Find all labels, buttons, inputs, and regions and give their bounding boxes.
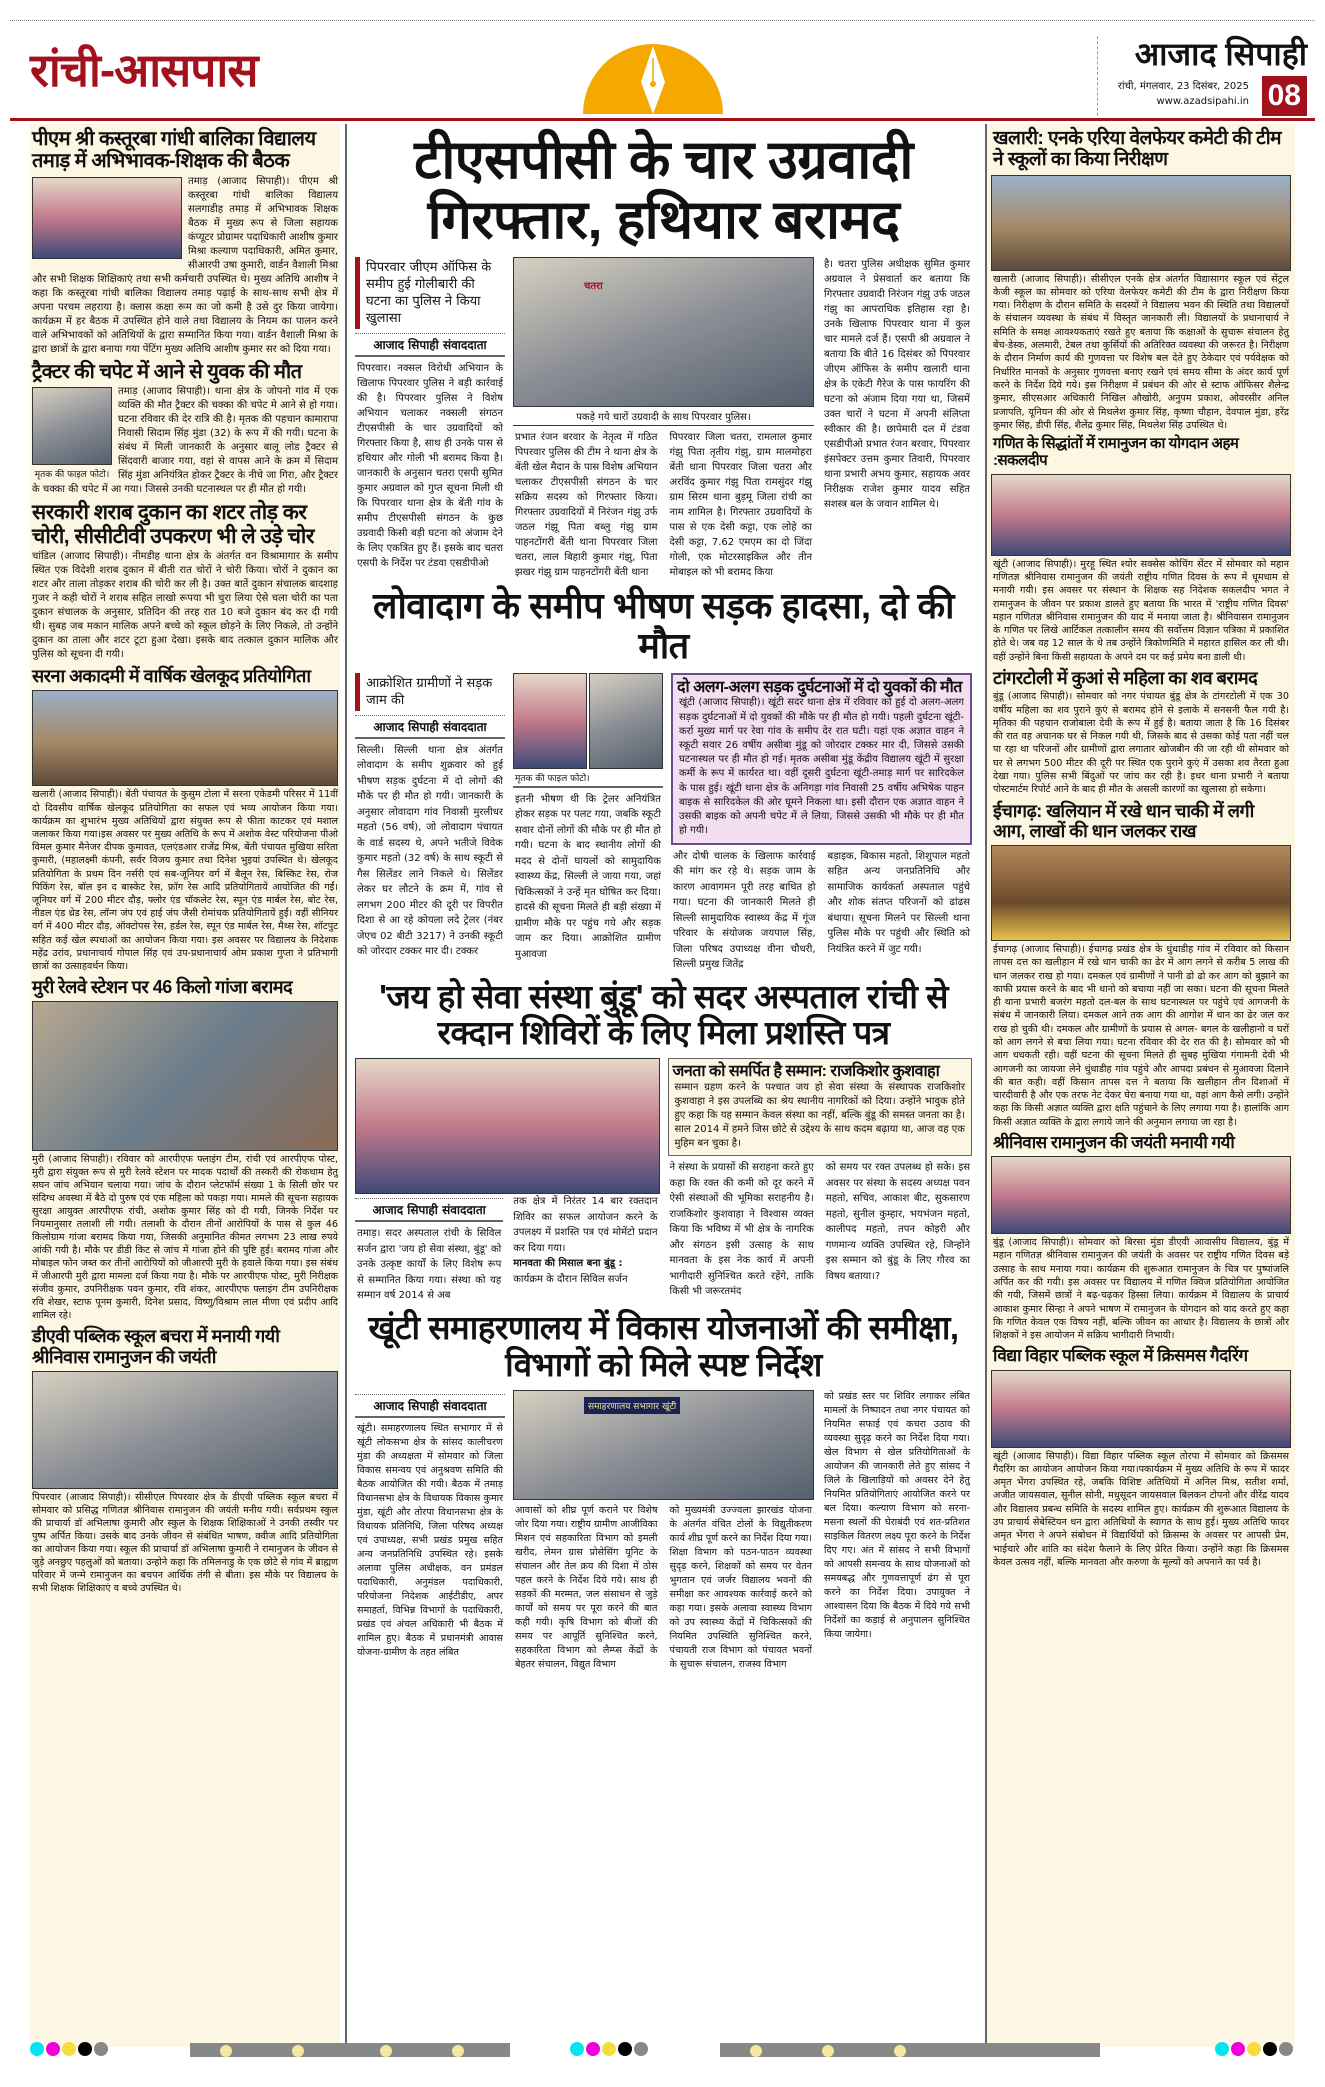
- magenta-swatch: [46, 2042, 60, 2056]
- photo-deceased-2: [589, 673, 663, 769]
- masthead: [10, 36, 1315, 118]
- right-half: [668, 1058, 973, 1304]
- headline: डीएवी पब्लिक स्कूल बचरा में मनायी गयी श्रीनिवास रामानुजन की जयंती: [32, 1326, 280, 1367]
- article-body: बड़ाइक, बिकास महतो, शिशुपाल महतो सहित अन्य जनप्रतिनिधि और सामाजिक कार्यकर्ता अस्पताल पहुंचे और शोक संतप्त परिजनों को ढांढस बंधाया। सूचना मिलने पर सिल्ली थाना पुलिस मौके पर पहुंची और स्थिति को नियंत्रित करने में जुट गयी।: [827, 850, 970, 955]
- article-ichagarh-fire: [991, 797, 1291, 1129]
- subheadline: पिपरवार जीएम ऑफिस के समीप हुई गोलीबारी की घटना का पुलिस ने किया खुलासा: [355, 257, 505, 329]
- photo-seized-ganja: [32, 1001, 338, 1151]
- color-swatches-mid: [570, 2041, 650, 2060]
- article-christmas-gathering: [991, 1342, 1291, 1569]
- article-body: खलारी (आजाद सिपाही)। बेंती पंचायत के कुसुम टोला में सरना एकेडमी परिसर में 11वीं दो दिवसीय वार्षिक खेलकूद प्रतियोगिता का सफल एवं भव्य आयोजन किया गया। कार्यक्रम का शुभारंभ मुख्य अतिथियों द्वारा संयुक्त रूप से फीता काटकर एवं मशाल जलाकर किया गया।इस अवसर पर मुख्य अतिथि के रूप में अशोक वेस्ट परियोजना पीओ विमल कुमार मैनेजर दीपक कुमावत, एलएंडआर राजेंद्र मिश्र, बेंती पंचायत मुखिया सरिता कुमारी, (महालक्ष्मी कंपनी, सर्वर विजय कुमार तथा दिनेश भुइयां उपस्थित थे। खेलकूद प्रतियोगिता के प्रथम दिन नर्सरी एवं सब-जूनियर वर्ग में बैलून रेस, बिस्किट रेस, रोज पिकिंग रेस, बॉल इन द बास्केट रेस, फ्रॉग रेस आदि प्रतियोगितायें आयोजित की गईं। जूनियर वर्ग में 200 मीटर दौड़, फ्लोर एंड चॉकलेट रेस, स्पून एंड मार्बल रेस, बोट रेस, नीडल एंड थ्रेड रेस, लॉन्ग जंप एवं हाई जंप जैसी रोमांचक प्रतियोगितायें हुईं। वहीं सीनियर वर्ग में 400 मीटर दौड़, ऑक्टोपस रेस, हर्डल रेस, स्पून एंड मार्बल रेस, मैथ्स रेस, शॉटपुट सहित कई खेल स्पधाओं का आयोजन किया गया। इस अवसर पर विद्यालय के निदेशक महेंद्र उरांव, प्रधानाचार्य गोपाल सिंह एवं उप-प्रधानाचार्य ओम प्रकाश गुप्ता ने प्रतिभागी छात्रों का उत्साहवर्धन किया।: [32, 789, 338, 972]
- article-body: पिपरवार। नक्सल विरोधी अभियान के खिलाफ पिपरवार पुलिस ने बड़ी कार्रवाई की है। पिपरवार पुलिस ने विशेष अभियान चलाकर नक्सली संगठन टीएसपीसी के चार उग्रवादियों को गिरफ्तार किया है, साथ ही उनके पास से हथियार और गोली भी बरामद किया है। जानकारी के अनुसान चतरा एसपी सुमित कुमार अग्रवाल को गुप्त सूचना मिली थी कि पिपरवार थाना क्षेत्र के बेंती गांव के समीप टीएसपीसी संगठन के कुछ उग्रवादी किसी बड़ी घटना को अंजाम देने के लिए एकत्रित हुए हैं। इसके बाद चतरा एसपी के निर्देश पर टंडवा एसडीपीओ: [357, 362, 503, 569]
- black-swatch: [78, 2042, 92, 2056]
- yellow-swatch: [62, 2042, 76, 2056]
- photo-school-girls: [32, 177, 182, 259]
- article-body: खूंटी (आजाद सिपाही)। विद्या विहार पब्लिक स्कूल तोरपा में सोमवार को क्रिसमस गैदरिंग का आयोजन आयोजन किया गया।पकार्यक्रम में मुख्य अतिथि के रूप में फादर अमृत भेंगरा उपस्थित रहे, जबकि विशिष्ट अतिथियों में अनिल मिश्र, सतीश शर्मा, अजीत जायसवाल, सुनील सोनी, मधुसूदन जायसवाल बिलकन टोपनो और वीरेंद्र यादव और विद्यालय प्रबन्ध समिति के सदस्य शामिल हुए। कार्यक्रम की शुरूआत विद्यालय के उप प्राचार्य सेबेस्टियन धन द्वारा अतिथियों के स्वागत के साथ हुई। मुख्य अतिथि फादर अमृत भेंगरा ने अपने संबोधन में विद्यार्थियों को क्रिसम्स के अवसर पर आपसी प्रेम, भाईचारे और शांति का संदेश फैलाने के लिए प्रेरित किया। उन्होंने कहा कि क्रिसमस केवल उत्सव नहीं, बल्कि मानवता और करुणा के मूल्यों को अपनाने का पर्व है।: [993, 1450, 1289, 1568]
- article-body: पिपरवार (आजाद सिपाही)। सीसीएल पिपरवार क्षेत्र के डीएवी पब्लिक स्कूल बचरा में सोमवार को प्रसिद्ध गणितज्ञ श्रीनिवास रामानुजन की जयंती मनीय गयी। सर्वप्रथम स्कुल की प्राचार्या डॉ अभिलाषा कुमारी और स्कुल के शिक्षक शिक्षिकाओं ने उनकी तस्वीर पर पुष्प अर्पित किया। उसके बाद उनके जीवन से संबंधित भाषण, क्वीज आदि प्रतियोगिता का आयोजन किया गया। स्कूल की प्राचार्या डॉ अभिलाषा कुमारी ने रामानुजन के जीवन से जुड़े अनछुए पहलुओं को बताया। उन्होने कहा कि तमिलनाडु के एक छोटे से गांव में ब्राह्मण परिवार में जन्मे रामानुजन का बचपन आर्थिक तंगी से बीता। इस मौके पर विद्यालय के सभी शिक्षक शिक्षिकाएं व बच्चे उपस्थित थे।: [32, 1491, 338, 1594]
- photo-sign-text: चतरा: [584, 280, 603, 292]
- print-marks: [30, 2041, 1295, 2059]
- article-body: तमाड़ (आजाद सिपाही)। पीएम श्री कस्तूरबा गांधी बालिका विद्यालय सलगाडीह तमाड़ में अभिभावक शिक्षक बैठक में मुख्य रूप से जिला सहायक कंप्यूटर प्रोग्रामर पदाधिकारी आशीष कुमार मिश्रा कल्याण पदाधिकारी, अमित कुमार, सीआरपी उषा कुमारी, वार्डन वैशाली मिश्रा और सभी शिक्षक शिक्षिकाएं तथा सभी कर्मचारी उपस्थित थे। मुख्य अतिथि आशीष ने कहा कि कस्तूरबा गांधी बालिका विद्यालय तमाड़ पढ़ाई के साथ-साथ सभी क्षेत्र में अपना परचम लहराया है। क्लास कक्षा रूम का जो कमी है उसे दुर किया जायेगा। कार्यक्रम में हर बैठक में उपस्थित होने वाले तथा विद्यालय के नियम का पालन करने वाले अभिभावकों को अतिथियों के द्वारा सम्मानित किया गया। वार्डन वैशाली मिश्रा के द्वारा छात्रों के द्वारा बनाया गया पेंटिंग मुख्य अतिथि आशीष कुमार सर को दिया गया।: [32, 175, 338, 355]
- registration-bar-right: [720, 2043, 1100, 2057]
- headline: सरना अकादमी में वार्षिक खेलकूद प्रतियोगिता: [32, 666, 311, 687]
- col-3: [671, 673, 972, 973]
- lead-headline: टीएसपीसी के चार उग्रवादी गिरफ्तार, हथियार बरामद: [414, 130, 913, 251]
- article-body: ईचागढ़ (आजाद सिपाही)। ईचागढ़ प्रखंड क्षेत्र के धुंधाडीह गांव में रविवार को किसान तापस दत्त का खलीहान में रखे धान चाकी का ढेर में आग लगने से करीब 5 लाख की धान जलकर राख हो गया। दमकल एवं ग्रामीणों ने पानी ढो ढो कर आग को बुझाने का काफी प्रयास करने के बाद भी धानो को बचाया नहीं जा सका। घटना की सूचना मिलते ही थाना प्रभारी बजरंग महतो दल-बल के साथ घटनास्थल पर पहुंचे एवं आगजनी के संबंध में जानकारी लिया। दमकल आने तक आग की आगोश में धान का ढेर जल कर राख हो चुकी थी। दमकल और ग्रामीणों के प्रयास से अगल- बगल के खलीहानो व घरों को आग लगने से बचा लिया गया। घटना रविवार की देर रात की है। सोमवार को भी आग धधकती रही। वहीं घटना की सूचना मिलते ही सुबह मुखिया गंगामनी देवी भी आगजनी का जायजा लेने धुंधाडीह गांव पहुंचे और आपदा प्रबंधन से मुआवजा दिलाने की बात कही। वहीं किसान तापस दत्त ने बताया कि खलीहान तीन दिशाओं में चारदीवारी है और एक तरफ नेट देकर घेरा बनाया गया था, वहां आग कैसे लगी। उन्होंने कहा कि किसी अज्ञात व्यक्ति द्वारा क्षति पहुंचाने के लिए लगाया गया है। हालांकि आग किसी अज्ञात व्यक्ति के द्वारा लगाये जाने की अनुमान लगाया जा रहा है।: [993, 943, 1289, 1128]
- article-body: तमाड़। सदर अस्पताल रांची के सिविल सर्जन द्वारा 'जय हो सेवा संस्था, बुंडू' को उनके उत्कृष्ट कार्यों के लिए विशेष रूप से सम्मानित किया गया। संस्था को यह सम्मान वर्ष 2014 से अब: [357, 1228, 502, 1302]
- col-1: [355, 257, 505, 580]
- photo-bundu-school: [991, 1156, 1291, 1234]
- article-body: और दोषी चालक के खिलाफ कार्रवाई की मांग कर रहे थे। सड़क जाम के कारण आवागमन पूरी तरह बाधित हो गया। घटना की जानकारी मिलते ही सिल्ली सामुदायिक स्वास्थ्य केंद्र में गूंज परिवार के संयोजक जयपाल सिंह, जिला परिषद उपाध्यक्ष वीना चौधरी, सिल्ली प्रमुख जितेंद्र: [673, 850, 816, 970]
- article-tangartoli-body: [991, 664, 1291, 797]
- byline: आजाद सिपाही संवाददाता: [355, 333, 505, 357]
- photo-sign-text: समाहरणालय सभागार खूंटी: [584, 1397, 680, 1414]
- article-body: इतनी भीषण थी कि ट्रेलर अनियंत्रित होकर सड़क पर पलट गया, जबकि स्कूटी सवार दोनों लोगों की मौके पर ही मौत हो गयी। घटना के बाद स्थानीय लोगों की मदद से दोनों घायलों को सामुदायिक स्वास्थ्य केंद्र, सिल्ली ले जाया गया, जहां चिकित्सकों ने उन्हें मृत घोषित कर दिया। हादसे की सूचना मिलते ही बड़ी संख्या में ग्रामीण मौके पर पहुंच गये और सड़क जाम कर दिया। आक्रोशित ग्रामीण मुआवजा: [515, 793, 661, 960]
- byline: आजाद सिपाही संवाददाता: [355, 715, 505, 739]
- subheadline: आक्रोशित ग्रामीणों ने सड़क जाम की: [355, 673, 505, 711]
- photo-caption: मृतक की फाइल फोटो।: [513, 769, 663, 788]
- photo-ribbon-cutting: [32, 690, 338, 786]
- photo-arrested-militants: [513, 257, 814, 407]
- kushwaha-box: [668, 1058, 973, 1156]
- article-muri-ganja: [30, 973, 340, 1322]
- headline: ईचागढ़: खलियान में रखे धान चाकी में लगी आग, लाखों की धान जलकर राख: [993, 800, 1254, 841]
- section-title: रांची-आसपास: [30, 44, 258, 96]
- article-tractor-death: [30, 357, 340, 497]
- headline: विद्या विहार पब्लिक स्कूल में क्रिसमस गैदरिंग: [993, 1346, 1248, 1366]
- headline: पीएम श्री कस्तूरबा गांधी बालिका विद्यालय तमाड़ में अभिभावक-शिक्षक की बैठक: [32, 128, 316, 173]
- photo-inspection-team: [991, 175, 1291, 271]
- registration-bar-mid-left: [350, 2043, 510, 2057]
- black-swatch: [618, 2042, 632, 2056]
- magenta-swatch: [586, 2042, 600, 2056]
- headline: लोवादाग के समीप भीषण सड़क हादसा, दो की मौत: [373, 584, 954, 667]
- headline: 'जय हो सेवा संस्था बुंडू' को सदर अस्पताल रांची से रक्दान शिविरों के लिए मिला प्रशस्ति पत्र: [379, 977, 948, 1052]
- black-swatch: [1263, 2042, 1277, 2056]
- article-body: प्रभात रंजन बरवार के नेतृत्व में गठित पिपरवार पुलिस की टीम ने थाना क्षेत्र के बेंती खेल मैदान के पास विशेष अभियान चलाकर टीएसपीसी संगठन के चार सक्रिय सदस्य को गिरफ्तार किया। गिरफ्तार उग्रवादियों में निरंजन गंझु उर्फ जठल गंझू पिता बब्लु गंझु ग्राम पाहनटोंगरी बेंती थाना पिपरवार जिला चतरा, लाल बिहारी कुमार गंझु, पिता झखर गंझु ग्राम पाहनटोंगरी बेंती थाना: [515, 431, 658, 578]
- article-body: कार्यक्रम के दौरान सिविल सर्जन: [513, 1273, 628, 1285]
- article-ramanujan-sakaldeep: [991, 432, 1291, 664]
- byline: आजाद सिपाही संवाददाता: [355, 1198, 503, 1222]
- cyan-swatch: [1215, 2042, 1229, 2056]
- byline: आजाद सिपाही संवाददाता: [355, 1394, 505, 1418]
- photo-block: [32, 387, 112, 482]
- photo-deceased-1: [513, 673, 587, 769]
- magenta-swatch: [1231, 2042, 1245, 2056]
- article-body: पिपरवार जिला चतरा, रामलाल कुमार गंझु पिता तृतीय गंझु, ग्राम मालमोहरा बेंती थाना पिपरवार जिला चतरा और अरविंद कुमार गंझु पिता रामसुंदर गंझु ग्राम सिरम थाना बुड़मू जिला रांची का नाम शामिल है। गिरफ्तार उग्रवादियों के पास से एक देसी कट्टा, एक लोहे का देसी कट्टा, 7.62 एमएम का दो जिंदा गोली, एक मोटरसाइकिल और तीन मोबाइल को भी बरामद किया: [669, 431, 812, 578]
- article-sarna-sports: [30, 662, 340, 973]
- khunti-accident-box: [671, 673, 972, 845]
- article-khunti-review: [355, 1304, 972, 1672]
- headline: गणित के सिद्धांतों में रामानुजन का योगदान अहम :सकलदीप: [993, 435, 1239, 469]
- photo-caption: मृतक की फाइल फोटो।: [34, 470, 110, 481]
- photo-award-ceremony: [355, 1058, 660, 1194]
- article-body: चांडिल (आजाद सिपाही)। नीमडीह थाना क्षेत्र के अंतर्गत वन विश्रामागार के समीप स्थित एक विदेशी शराब दुकान में बीती रात चोरों ने चोरी किया। चोरों ने दुकान का शटर और ताला तोड़कर शराब की चोरी कर ली है। उक्त बातें दुकान संचालक बादशाह गुजर ने कही चोरों ने शराब सहित लाखो रूपया भी चुरा लिया ऐसे चला चोरी का पता दुकान संचालक के अनुसार, प्रतिदिन की तरह रात 10 बजे दुकान बंद कर दी गयी थी। सुबह जब मकान मालिक अपने बच्चे को स्कूल छोड़ने के लिए निकले, तो उन्होंने दुकान का ताला और शटर टूटा हुआ देखा। इसके बाद तत्काल दुकान मालिक और पुलिस को सूचना दी गयी।: [32, 551, 338, 661]
- dateline: रांची, मंगलवार, 23 दिसंबर, 2025: [1117, 81, 1249, 92]
- middle-column: [345, 124, 980, 2047]
- box-headline: दो अलग-अलग सड़क दुर्घटनाओं में दो युवकों की मौत: [677, 678, 962, 696]
- article-body: को प्रखंड स्तर पर शिविर लगाकर लंबित मामलों के निष्पादन तथा नगर पंचायत को नियमित सफाई एवं कचरा उठाव की व्यवस्था सुदृढ़ करने का निर्देश दिया गया। खेल विभाग से खेल प्रतियोगिताओं के आयोजन की जानकारी लेते हुए सांसद ने जिले के खिलाड़ियों को अवसर देने हेतु नियमित प्रतियोगिताएं आयोजित करने पर बल दिया। कल्याण विभाग को सरना-मसना स्थलों की घेराबंदी एवं शत-प्रतिशत साइकिल वितरण लक्ष्य पूरा करने के निर्देश दिए गए। अंत में सांसद ने सभी विभागों को आपसी समन्वय के साथ योजनाओं को समयबद्ध और गुणवत्तापूर्ण ढंग से पूरा करने का निर्देश दिया। उपायुक्त ने आश्वासन दिया कि बैठक में दिये गये सभी निर्देशों का कड़ाई से अनुपालन सुनिश्चित किया जायेगा।: [824, 1390, 970, 1640]
- masthead-rule: [10, 118, 1315, 121]
- top-dotted-rule: [10, 20, 1315, 21]
- photo-and-cols: [513, 257, 814, 580]
- article-liquor-theft: [30, 497, 340, 662]
- registration-bar-left: [190, 2043, 370, 2057]
- headline: खलारी: एनके एरिया वेलफेयर कमेटी की टीम ने स्कूलों का किया निरीक्षण: [993, 128, 1282, 171]
- page-number: 08: [1262, 76, 1307, 116]
- headline: श्रीनिवास रामानुजन की जयंती मनायी गयी: [993, 1133, 1235, 1153]
- article-khalari-inspection: [991, 124, 1291, 432]
- col-1: [355, 673, 505, 973]
- headline: खूंटी समाहरणालय में विकास योजनाओं की समीक्षा, विभागों को मिले स्पष्ट निर्देश: [368, 1308, 959, 1383]
- article-tspc-arrest: [355, 124, 972, 580]
- pen-nib-icon: [583, 38, 723, 114]
- article-body: तक क्षेत्र में निरंतर 14 बार रक्तदान शिविर का सफल आयोजन करने के उपलक्ष्य में प्रशस्ति पत्र एवं मोमेंटो प्रदान कर दिया गया।: [513, 1196, 658, 1254]
- cyan-swatch: [570, 2042, 584, 2056]
- article-body: बुंडू (आजाद सिपाही)। सोमवार को नगर पंचायत बुंडू क्षेत्र के टांगरटोली में एक 30 वर्षीय महिला का शव पुराने कुएं से बरामद होने से इलाके में सनसनी फैल गयी है। मृतिका की पहचान राजोबाला देवी के रूप में हुई है। बताया जाता है कि 16 दिसंबर की रात वह अचानक घर से निकल गयी थी, जिसके बाद से उसका कोई पता नहीं चल पा रहा था परिजनों और ग्रामीणों द्वारा लगातार खोजबीन की जा रही थी सोमवार को घर से लगभग 500 मीटर की दूरी पर स्थित एक पुराने कुएं में उसका शव तैरता हुआ देखा गया। पुलिस सभी बिंदुओं पर जांच कर रही है। इधर थाना प्रभारी ने बताया पोस्टमार्टम रिपोर्ट आने के बाद ही मौत के असली कारणों का खुलासा हो सकेगा।: [993, 691, 1289, 796]
- article-dav-ramanujan: [30, 1322, 340, 1594]
- article-body: मुरी (आजाद सिपाही)। रविवार को आरपीएफ फ्लाइंग टीम, रांची एवं आरपीएफ पोस्ट, मुरी द्वारा संयुक्त रूप से मुरी रेलवे स्टेशन पर मादक पदार्थों की तस्करी की रोकथाम हेतु सघन जांच अभियान चलाया गया। जांच के दौरान प्लेटफॉर्म संख्या 1 के सिली छोर पर संदिग्ध अवस्था में बैठे दो पुरुष एवं एक महिला को पकड़ा गया। मामले की सूचना सहायक सुरक्षा आयुक्त आरपीएफ रांची, अशोक कुमार सिंह को दी गयी, जिनके निर्देश पर नियमानुसार तलाशी ली गयी। तलाशी के दौरान तीनों आरोपियों के पास से कुल 46 किलोग्राम गांजा बरामद किया गया, जिसकी अनुमानित कीमत लगभग 23 लाख रुपये आंकी गयी है। मौके पर डीडी किट से जांच में गांजा होने की पुष्टि हुई। बरामद गांजा और मोबाइल फोन जब्त कर तीनों आरोपियों को जीआरपी मुरी के हवाले किया गया। इस संबंध में जीआरपी मुरी द्वारा मामला दर्ज किया गया है। मौके पर आरपीएफ पोस्ट, मुरी निरीक्षक संजीव कुमार, उपनिरीक्षक पवन कुमार, रवि शंकर, आरपीएफ फ्लाइंग टीम उपनिरीक्षक रवि शेखर, स्टाफ पूनम कुमारी, दिनेश प्रसाद, विष्णु/विश्राम लाल मीणा एवं प्रदीप आदि शामिल रहे।: [32, 1154, 338, 1322]
- article-body: है। चतरा पुलिस अधीक्षक सुमित कुमार अग्रवाल ने प्रेसवार्ता कर बताया कि गिरफ्तार उग्रवादी निरंजन गंझु उर्फ जठल गंझु का आपराधिक इतिहास रहा है। उनके खिलाफ पिपरवार थाना में कुल चार मामले दर्ज हैं। एसपी श्री अग्रवाल ने बताया कि बीते 16 दिसंबर को पिपरवार जीएम ऑफिस के समीप खलारी थाना क्षेत्र के एकेटी गैरेज के पास फायरिंग की घटना को अंजाम दिया गया था, जिसमें उक्त चारों ने घटना में अपनी संलिप्ता स्वीकार की है। छापेमारी दल में टंडवा एसडीपीओ प्रभात रंजन बरवार, पिपरवार इंसपेक्टर उत्तम कुमार तिवारी, पिपरवार थाना प्रभारी अभय कुमार, सहायक अवर निरीक्षक राजेश कुमार यादव सहित सशस्त्र बल के जवान शामिल थे।: [824, 258, 970, 510]
- headline: ट्रैक्टर की चपेट में आने से युवक की मौत: [32, 360, 302, 383]
- subhead: मानवता की मिसाल बना बुंडू :: [513, 1258, 623, 1270]
- article-body: बुंडू (आजाद सिपाही)। सोमवार को बिरसा मुंडा डीएवी आवासीय विद्यालय, बुंडू में महान गणितज्ञ श्रीनिवास रामानुजन की जयंती के अवसर पर राष्ट्रीय गणित दिवस बड़े उत्साह के साथ मनाया गया। कार्यक्रम की शुरूआत रामानुजन के चित्र पर पुष्पांजलि अर्पित कर की गयी। इस अवसर पर विद्यालय में गणित क्विज प्रतियोगिता आयोजित की गयी, जिसमें छात्रों ने बढ़-चढ़कर हिस्सा लिया। कार्यक्रम में विद्यालय के प्राचार्य आकाश कुमार सिन्हा ने अपने भाषण में रामानुजन के योगदान को याद करते हुए कहा कि गणित केवल एक विषय नहीं, बल्कि जीवन का आधार है। विद्यालय के छात्रों और शिक्षकों ने इस आयोजन में सक्रिय भागीदारी निभायी।: [993, 1237, 1289, 1342]
- left-column: [30, 124, 340, 2047]
- photo-review-meeting: [513, 1390, 814, 1500]
- article-body: सिल्ली। सिल्ली थाना क्षेत्र अंतर्गत लोवादाग के समीप शुक्रवार को हुई भीषण सड़क दुर्घटना में दो लोगों की मौके पर ही मौत हो गयी। जानकारी के अनुसार लोवादाग गांव निवासी मुरलीधर महतो (56 वर्ष), जो लोवादाग पंचायत के वार्ड सदस्य थे, अपने भतीजे विवेक कुमार महतो (32 वर्ष) के साथ स्कूटी से गैस सिलेंडर लाने निकले थे। सिलेंडर लेकर घर लौटने के क्रम में, गांव से लगभग 200 मीटर की दूरी पर विपरीत दिशा से आ रहे कोयला लदे ट्रेलर (नंबर जेएच 02 बीटी 3217) ने उनकी स्कूटी को जोरदार टक्कर मार दी। टक्कर: [357, 744, 503, 958]
- photo-burnt-paddy: [991, 845, 1291, 941]
- brand-name: आजाद सिपाही: [1134, 36, 1307, 72]
- photo-caption: पकड़े गये चारों उग्रवादी के साथ पिपरवार पुलिस।: [513, 407, 814, 426]
- gray-swatch: [634, 2042, 648, 2056]
- brand-block: [1097, 36, 1307, 116]
- article-body: खूंटी। समाहरणालय स्थित सभागार में से खूंटी लोकसभा क्षेत्र के सांसद कालीचरण मुंडा की अध्यक्षता में सोमवार को जिला विकास समन्वय एवं अनुश्रवण समिति की बैठक आयोजित की गयी। बैठक में तमाड़ विधानसभा क्षेत्र के विधायक विकास कुमार मुंडा, खूंटी और तोरपा विधानसभा क्षेत्र के विधायक प्रतिनिधि, जिला परिषद अध्यक्ष एवं उपाध्यक्ष, सभी प्रखंड प्रमुख सहित अन्य जनप्रतिनिधि उपस्थित रहे। इसके अलावा पुलिस अधीक्षक, वन प्रमंडल पदाधिकारी, अनुमंडल पदाधिकारी, परियोजना निदेशक आईटीडीए, अपर समाहर्ता, विभिन्न विभागों के पदाधिकारी, प्रखंड एवं अंचल अधिकारी भी बैठक में शामिल हुए। बैठक में प्रधानमंत्री आवास योजना-ग्रामीण के तहत लंबित: [357, 1422, 503, 1658]
- article-body: तमाड़ (आजाद सिपाही)। थाना क्षेत्र के जोपनो गांव में एक व्यक्ति की मौत ट्रैक्टर की चक्का की चपेट मे आने से हो गया। घटना रविवार की देर रात्रि की है। मृतक की पहचान कामारापा निवासी सिदाम सिंह मुंडा (32) के रूप में की गयी। घटना के संबंध में मिली जानकारी के अनुसार बालू लोड ट्रैक्टर से सिंदवारी बाजार गया, वहां से वापस आने के क्रम में सिदाम सिंह मुंडा अनियंत्रित होकर ट्रैक्टर के नीचे जा गिरा, और ट्रैक्टर के चक्का की चपेट में आ गया। जिससे उनकी घटनास्थल पर ही मौत हो गयी।: [32, 386, 338, 496]
- article-lowadag-accident: [355, 580, 972, 973]
- cyan-swatch: [30, 2042, 44, 2056]
- right-column: [985, 124, 1295, 2047]
- article-jai-ho-seva: [355, 973, 972, 1304]
- gray-swatch: [1279, 2042, 1293, 2056]
- color-swatches-right: [1215, 2041, 1295, 2060]
- article-kgbv-meeting: [30, 124, 340, 357]
- headline: टांगरटोली में कुआं से महिला का शव बरामद: [993, 668, 1258, 689]
- photo-coaching-students: [991, 474, 1291, 556]
- article-body: आवासों को शीघ्र पूर्ण कराने पर विशेष जोर दिया गया। राष्ट्रीय ग्रामीण आजीविका मिशन एवं सहकारिता विभाग को इमली खरीद, लेमन ग्रास प्रोसेसिंग यूनिट के संचालन और तेल क्रय की दिशा में ठोस पहल करने के निर्देश दिये गये। साथ ही सड़कों की मरम्मत, जल संसाधन से जुड़े कार्यों को समय पर पूरा करने की बात कही गयी। कृषि विभाग को बीजों की समय पर आपूर्ति सुनिश्चित करने, सहकारिता विभाग को लैम्प्स केंद्रों के बेहतर संचालन, विद्युत विभाग: [515, 1504, 658, 1670]
- photo-christmas-dance: [991, 1370, 1291, 1448]
- article-body: खूंटी (आजाद सिपाही)। मुरहू स्थित श्योर सक्सेस कोचिंग सेंटर में सोमवार को महान गणितज्ञ श्रीनिवास रामानुजन की जयंती राष्ट्रीय गणित दिवस के रूप में धूमधाम से मनायी गयी। इस अवसर पर संस्थान के शिक्षक सह निदेशक सकलदीप भगत ने रामानुजन के जीवन पर प्रकाश डालते हुए बताया कि भारत में 'राष्ट्रीय गणित दिवस' महान गणितज्ञ श्रीनिवास रामानुजन की याद में मनाया जाता है। श्रीनिवासन रामानुजन के गणित पर लिखे आर्टिकल तत्कालीन समय की सर्वोत्तम विज्ञान पत्रिका में प्रकाशित होते थे। जब वह 12 साल के थे तब उन्होंने त्रिकोणमिति में महारत हासिल कर ली थी। वहीं उन्होंने बिना किसी सहायता के अपने दम पर कई प्रमेय बना डाली थी।: [993, 558, 1289, 663]
- photo-deceased: [32, 387, 112, 465]
- yellow-swatch: [602, 2042, 616, 2056]
- website-link[interactable]: www.azadsipahi.in: [1156, 96, 1249, 107]
- box-headline: जनता को समर्पित है सम्मान: राजकिशोर कुशवाहा: [672, 1063, 940, 1081]
- col-2: [513, 673, 663, 973]
- headline: सरकारी शराब दुकान का शटर तोड़ कर चोरी, सीसीटीवी उपकरण भी ले उड़े चोर: [32, 501, 314, 548]
- yellow-swatch: [1247, 2042, 1261, 2056]
- article-body: खलारी (आजाद सिपाही)। सीसीएल एनके क्षेत्र अंतर्गत विद्यासागर स्कूल एवं सेंट्रल केजी स्कूल का सोमवार को एरिया वेलफेयर कमेटी की टीम के द्वारा निरीक्षण किया गया। निरीक्षण के दौरान समिति के सदस्यों ने विद्यालय भवन की स्थिति तथा विद्यालयों के संचालन व्यवस्था के संबंध में विस्तृत जानकारी ली। विद्यालयों के प्रधानाचार्य ने समिति के समक्ष आवश्यकताएं रखते हुए बताया कि कक्षाओं के सुचारू संचालन हेतु बेंच-डेस्क, अलमारी, टेबल तथा कुर्सियों की अतिरिक्त व्यवस्था की जरूरत है। निरीक्षण के दौरान निर्माण कार्य की गुणवत्ता पर विशेष बल देते हुए ठेकेदार एवं पर्यवेक्षक को निर्धारित मानकों के अनुसार गुणवत्ता बनाए रखने एवं समय सीमा के अंदर कार्य पूर्ण करने के निर्देश दिये गये। इस निरीक्षण में प्रबंधन की ओर से स्टाफ ऑफिसर शैलेन्द्र कुमार, सीएसआर अधिकारी निखिल औखोरी, अनुपम प्रकाश, ओवरसीर अनिल प्रजापति, यूनियन की ओर से मिथलेश कुमार सिंह, कृष्णा चौहान, देवपाल मुंडा, हरेंद्र कुमार सिंह, डीपी सिंह, शैलेंद्र कुमार सिंह, मिथलेश सिंह उपस्थित थे।: [993, 273, 1289, 431]
- article-ramanujan-bundu: [991, 1129, 1291, 1342]
- box-body: खूंटी (आजाद सिपाही)। खूंटी सदर थाना क्षेत्र में रविवार को हुई दो अलग-अलग सड़क दुर्घटनाओं में दो युवकों की मौके पर ही मौत हो गयी। पहली दुर्घटना खूंटी-कर्रा मुख्य मार्ग पर रेवा गांव के समीप देर रात घटी। यहां एक अज्ञात वाहन ने स्कूटी सवार 26 वर्षीय असीबा मुंडू को जोरदार टक्कर मार दी, जिससे उसकी घटनास्थल पर ही मौत हो गई। मृतक असीबा मुंडू केंद्रीय विद्यालय खूंटी में सुरक्षा कर्मी के रूप में कार्यरत था। वहीं दूसरी दुर्घटना खूंटी-तमाड़ मार्ग पर सारिदकेल के पास हुई। खूंटी थाना क्षेत्र के अनिगड़ा गांव निवासी 25 वर्षीय अभिषेक पाहन बाइक से सारिदकेल की ओर घूमने निकला था। इसी दौरान एक अज्ञात वाहन ने उसकी बाइक को अपनी चपेट में ले लिया, जिससे उसकी भी मौके पर ही मौत हो गयी।: [679, 697, 964, 837]
- article-body: को मुख्यमंत्री उज्ज्वला झारखंड योजना के अंतर्गत वंचित टोलों के विद्युतीकरण कार्य शीघ्र पूर्ण करने का निर्देश दिया गया। शिक्षा विभाग को पठन-पाठन व्यवस्था सुदृढ़ करने, शिक्षकों को समय पर वेतन भुगतान एवं जर्जर विद्यालय भवनों की समीक्षा कर आवश्यक कार्रवाई करने को कहा गया। इसके अलावा स्वास्थ्य विभाग को उप स्वास्थ्य केंद्रों में चिकित्सकों की नियमित उपस्थिति सुनिश्चित करने, पंचायती राज विभाग को पंचायत भवनों के सुचारू संचालन, राजस्व विभाग: [669, 1504, 812, 1670]
- article-body: को समय पर रक्त उपलब्ध हो सके। इस अवसर पर संस्था के सदस्य अध्यक्ष पवन महतो, सचिव, आकाश बीट, सुकसारण महतो, सुनील कुम्हार, भयभंजन महतो, कालीपद महतो, तपन कोइरी और गणमान्य व्यक्ति उपस्थित रहे, जिन्होंने इस सम्मान को बुंडू के लिए गौरव का विषय बताया।?: [825, 1162, 970, 1282]
- photo-dav-event: [32, 1371, 338, 1489]
- headline: मुरी रेलवे स्टेशन पर 46 किलो गांजा बरामद: [32, 977, 293, 998]
- gray-swatch: [94, 2042, 108, 2056]
- left-half: [355, 1058, 660, 1304]
- article-body: ने संस्था के प्रयासों की सराहना करते हुए कहा कि रक्त की कमी को दूर करने में ऐसी संस्थाओं की भूमिका सराहनीय है। राजकिशोर कुशवाहा ने विश्वास व्यक्त किया कि भविष्य में भी क्षेत्र के नागरिक और संगठन इसी उत्साह के साथ मानवता के इस नेक कार्य में अपनी भागीदारी सुनिश्चित करते रहेंगे, ताकि किसी भी जरूरतमंद: [669, 1162, 814, 1298]
- box-body: सम्मान ग्रहण करने के पश्चात जय हो सेवा संस्था के संस्थापक राजकिशोर कुशवाहा ने इस उपलब्धि का श्रेय स्थानीय नागरिकों को दिया। उन्होंने भावुक होते हुए कहा कि यह सम्मान केवल संस्था का नहीं, बल्कि बुंडू की समस्त जनता का है। साल 2014 में हमने जिस छोटे से उद्देश्य के साथ कदम बढ़ाया था, आज वह एक मुहिम बन चुका है।: [674, 1082, 965, 1150]
- color-swatches-left: [30, 2041, 110, 2060]
